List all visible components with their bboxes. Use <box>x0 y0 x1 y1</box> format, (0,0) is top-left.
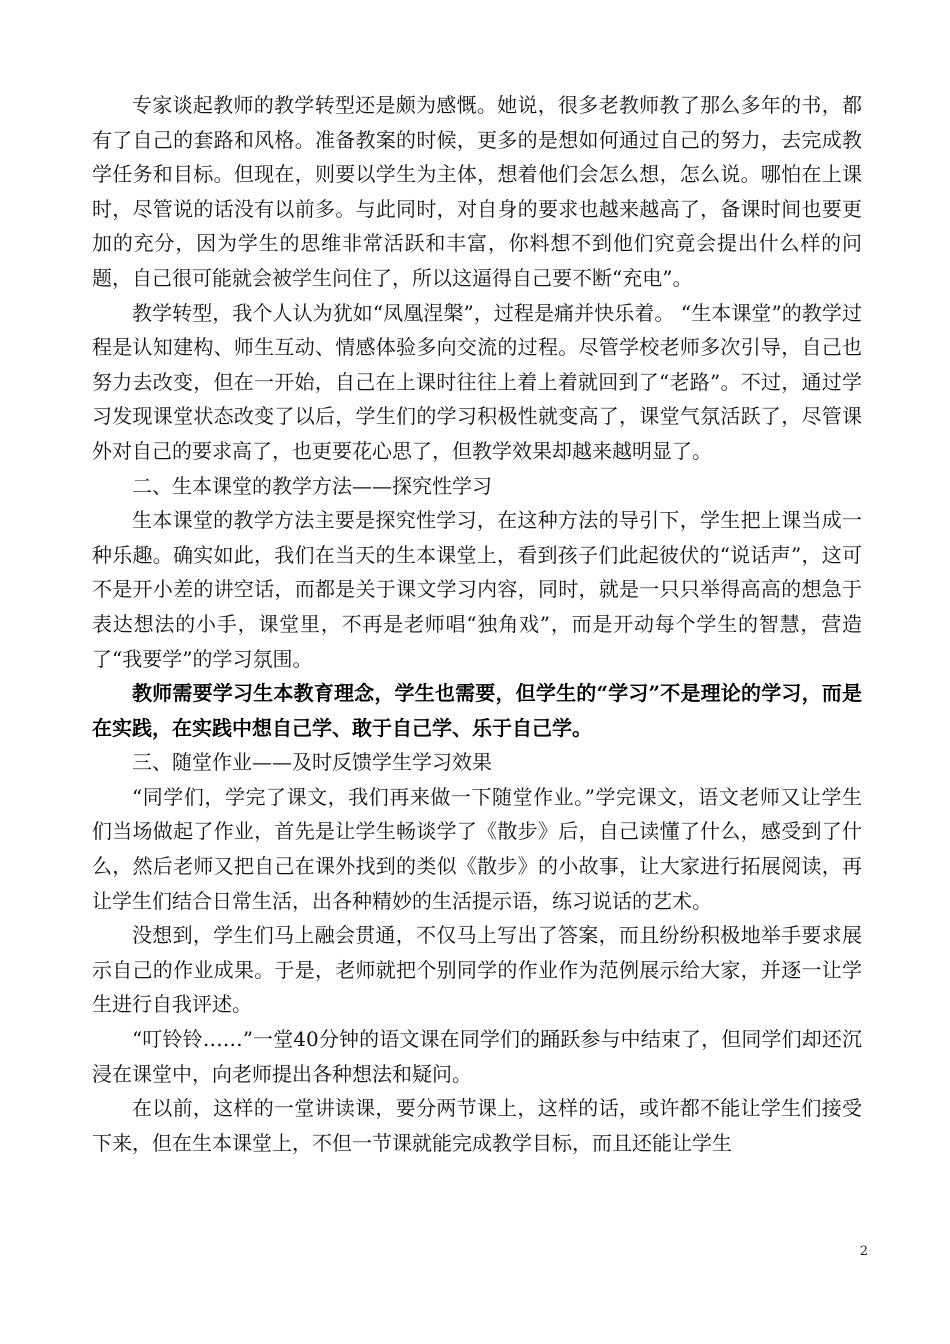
paragraph-comparison: 在以前，这样的一堂讲读课，要分两节课上，这样的话，或许都不能让学生们接受下来，但在生本课堂上，不但一节课就能完成教学目标，而且还能让学生 <box>92 1096 862 1155</box>
document-body <box>92 88 862 1160</box>
paragraph-bold-learning: 教师需要学习生本教育理念，学生也需要，但学生的“学习”不是理论的学习，而是在实践，在实践中想自己学、敢于自己学、乐于自己学。 <box>92 681 862 740</box>
page-number: 2 <box>859 1244 868 1259</box>
paragraph-classroom-exercise: “同学们，学完了课文，我们再来做一下随堂作业。”学完课文，语文老师又让学生们当场做起了作业，首先是让学生畅谈学了《散步》后，自己读懂了什么，感受到了什么，然后老师又把自己在课外找到的类似《散步》的小故事，让大家进行拓展阅读，再让学生们结合日常生活，出各种精妙的生活提示语，练习说话的艺术。 <box>92 784 862 913</box>
section-heading-3: 三、随堂作业——及时反馈学生学习效果 <box>132 750 492 775</box>
paragraph-teaching-method: 生本课堂的教学方法主要是探究性学习，在这种方法的导引下，学生把上课当成一种乐趣。确实如此，我们在当天的生本课堂上，看到孩子们此起彼伏的“说话声”，这可不是开小差的讲空话，而都是关于课文学习内容，同时，就是一只只举得高高的想急于表达想法的小手，课堂里，不再是老师唱“独角戏”，而是开动每个学生的智慧，营造了“我要学”的学习氛围。 <box>92 508 862 671</box>
paragraph-class-end: “叮铃铃……”一堂40分钟的语文课在同学们的踊跃参与中结束了，但同学们却还沉浸在课堂中，向老师提出各种想法和疑问。 <box>92 1027 862 1086</box>
paragraph-teaching-transformation: 教学转型，我个人认为犹如“凤凰涅槃”，过程是痛并快乐着。 “生本课堂”的教学过程是认知建构、师生互动、情感体验多向交流的过程。尽管学校老师多次引导，自己也努力去改变，但在一开始，自己在上课时往往上着上着就回到了“老路”。不过，通过学习发现课堂状态改变了以后，学生们的学习积极性就变高了，课堂气氛活跃了，尽管课外对自己的要求高了，也更要花心思了，但教学效果却越来越明显了。 <box>92 300 862 463</box>
section-heading-2: 二、生本课堂的教学方法——探究性学习 <box>132 473 492 498</box>
paragraph-student-response: 没想到，学生们马上融会贯通，不仅马上写出了答案，而且纷纷积极地举手要求展示自己的作业成果。于是，老师就把个别同学的作业作为范例展示给大家，并逐一让学生进行自我评述。 <box>92 923 862 1017</box>
paragraph-expert-comment: 专家谈起教师的教学转型还是颇为感慨。她说，很多老教师教了那么多年的书，都有了自己的套路和风格。准备教案的时候，更多的是想如何通过自己的努力，去完成教学任务和目标。但现在，则要以学生为主体，想着他们会怎么想，怎么说。哪怕在上课时，尽管说的话没有以前多。与此同时，对自身的要求也越来越高了，备课时间也要更加的充分，因为学生的思维非常活跃和丰富，你料想不到他们究竟会提出什么样的问题，自己很可能就会被学生问住了，所以这逼得自己要不断“充电”。 <box>92 93 862 290</box>
